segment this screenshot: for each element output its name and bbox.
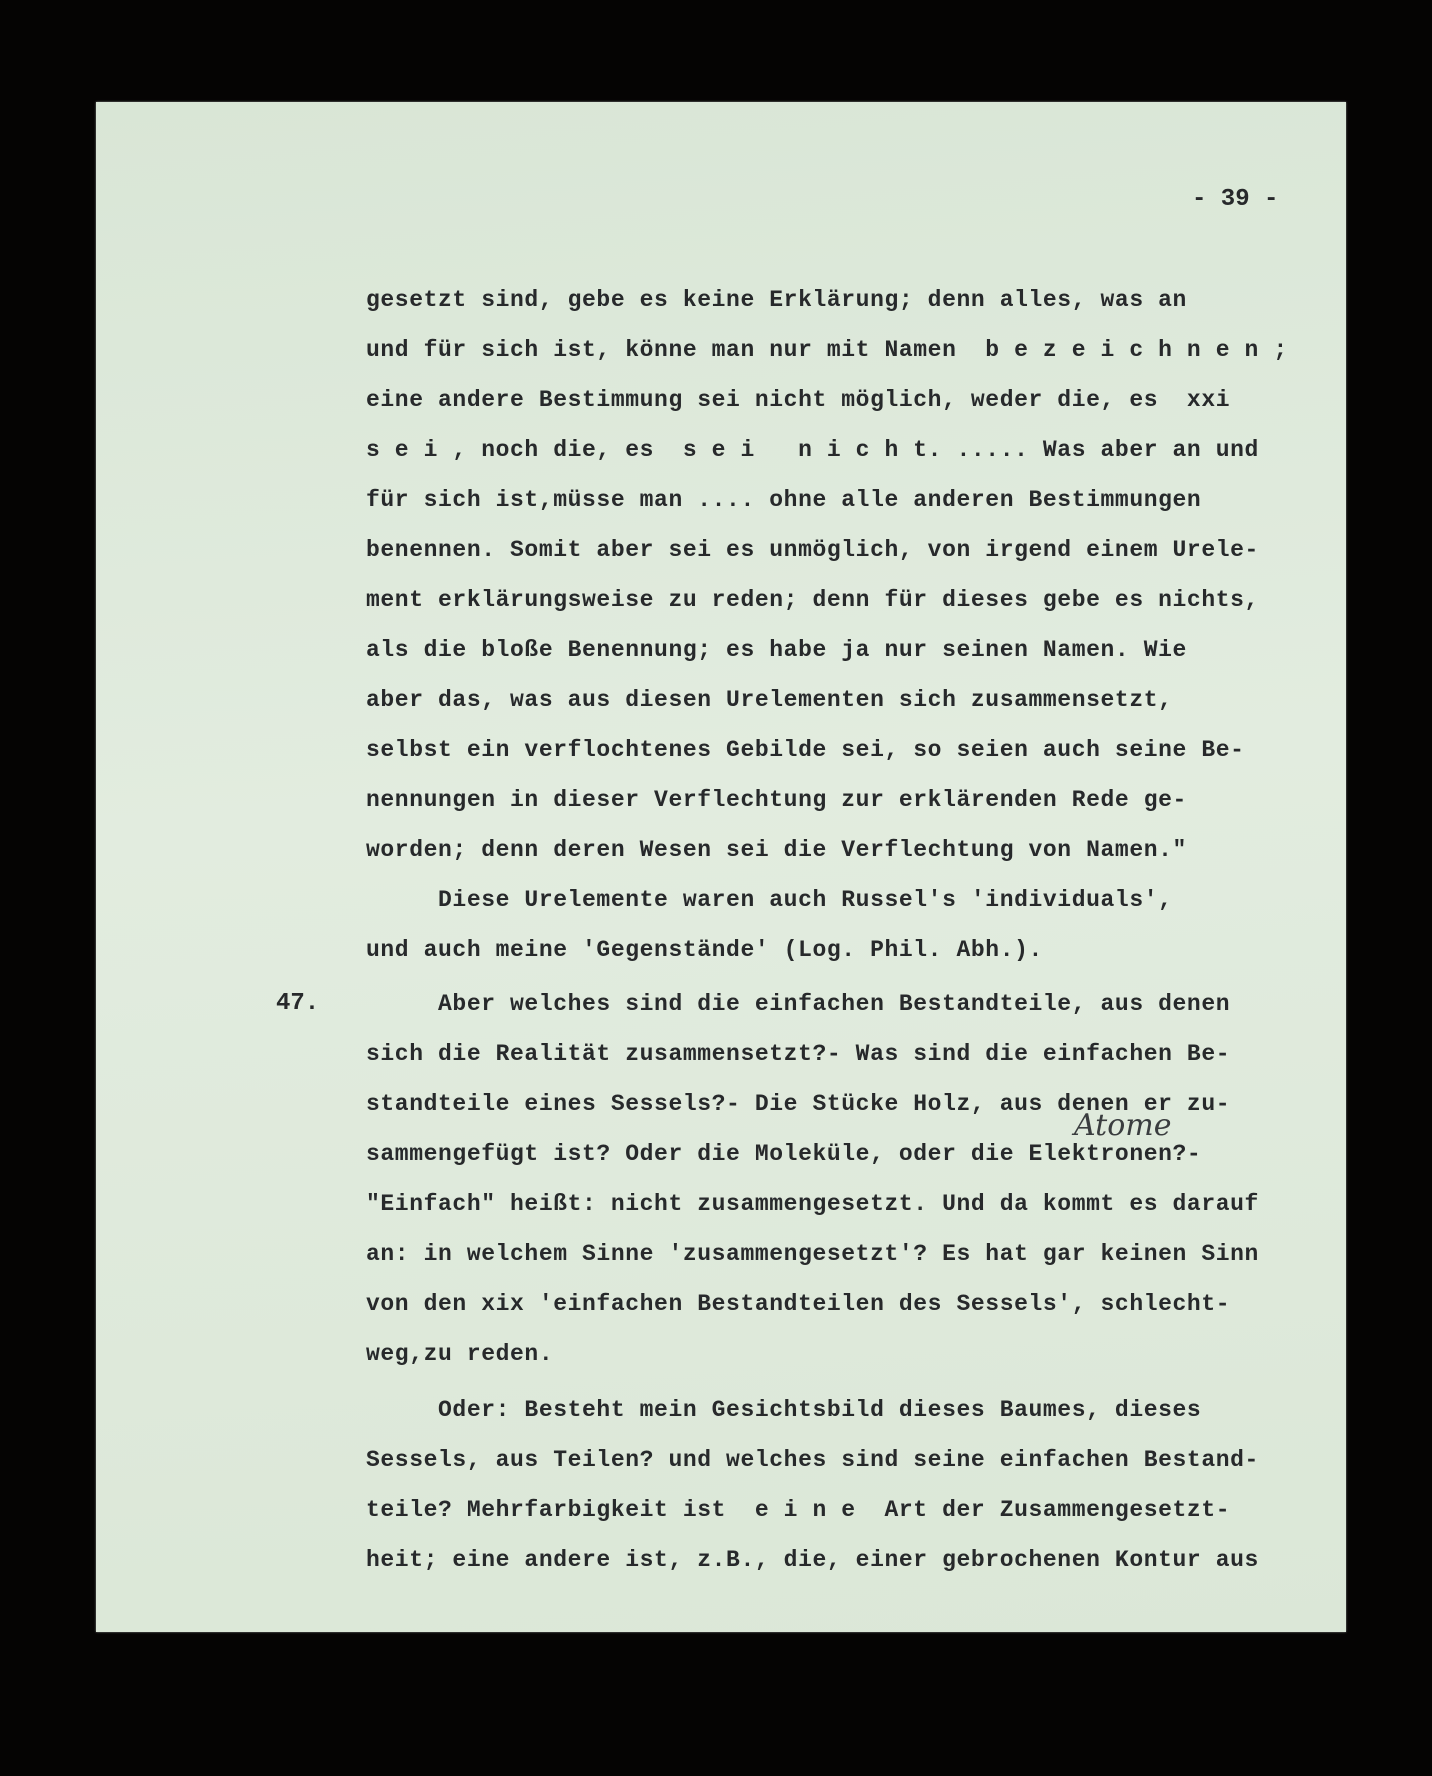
text-line: nennungen in dieser Verflechtung zur erklärenden Rede ge- xyxy=(366,787,1187,813)
text-line: eine andere Bestimmung sei nicht möglich, weder die, es xxi xyxy=(366,387,1231,413)
text-line: als die bloße Benennung; es habe ja nur seinen Namen. Wie xyxy=(366,637,1187,663)
text-line: an: in welchem Sinne 'zusammengesetzt'? Es hat gar keinen Sinn xyxy=(366,1241,1259,1267)
text-line: sich die Realität zusammensetzt?- Was sind die einfachen Be- xyxy=(366,1041,1231,1067)
text-line: gesetzt sind, gebe es keine Erklärung; denn alles, was an xyxy=(366,287,1187,313)
text-line: heit; eine andere ist, z.B., die, einer gebrochenen Kontur aus xyxy=(366,1547,1259,1573)
text-line: aber das, was aus diesen Urelementen sich zusammensetzt, xyxy=(366,687,1173,713)
text-line: und für sich ist, könne man nur mit Namen b e z e i c h n e n ; xyxy=(366,337,1288,363)
text-line: von den xix 'einfachen Bestandteilen des Sessels', schlecht- xyxy=(366,1291,1231,1317)
text-line: für sich ist,müsse man .... ohne alle anderen Bestimmungen xyxy=(366,487,1202,513)
handwritten-annotation: Atome xyxy=(1074,1108,1172,1143)
text-line: selbst ein verflochtenes Gebilde sei, so seien auch seine Be- xyxy=(366,737,1245,763)
text-line: ment erklärungsweise zu reden; denn für dieses gebe es nichts, xyxy=(366,587,1259,613)
text-line: s e i , noch die, es s e i n i c h t. ..... Was aber an und xyxy=(366,437,1259,463)
text-line: weg,zu reden. xyxy=(366,1341,554,1367)
text-line: Aber welches sind die einfachen Bestandteile, aus denen xyxy=(366,991,1231,1017)
text-line: sammengefügt ist? Oder die Moleküle, oder die Elektronen?- xyxy=(366,1141,1202,1167)
text-line: Sessels, aus Teilen? und welches sind seine einfachen Bestand- xyxy=(366,1447,1259,1473)
text-line: standteile eines Sessels?- Die Stücke Holz, aus denen er zu- xyxy=(366,1091,1231,1117)
text-line: worden; denn deren Wesen sei die Verflechtung von Namen." xyxy=(366,837,1187,863)
text-line: Oder: Besteht mein Gesichtsbild dieses Baumes, dieses xyxy=(366,1397,1202,1423)
text-line: und auch meine 'Gegenstände' (Log. Phil. Abh.). xyxy=(366,937,1043,963)
section-number: 47. xyxy=(276,990,320,1017)
text-line: "Einfach" heißt: nicht zusammengesetzt. Und da kommt es darauf xyxy=(366,1191,1259,1217)
page-number: - 39 - xyxy=(1192,186,1279,213)
text-line: benennen. Somit aber sei es unmöglich, von irgend einem Urele- xyxy=(366,537,1259,563)
text-line: Diese Urelemente waren auch Russel's 'individuals', xyxy=(366,887,1173,913)
text-line: teile? Mehrfarbigkeit ist e i n e Art der Zusammengesetzt- xyxy=(366,1497,1231,1523)
